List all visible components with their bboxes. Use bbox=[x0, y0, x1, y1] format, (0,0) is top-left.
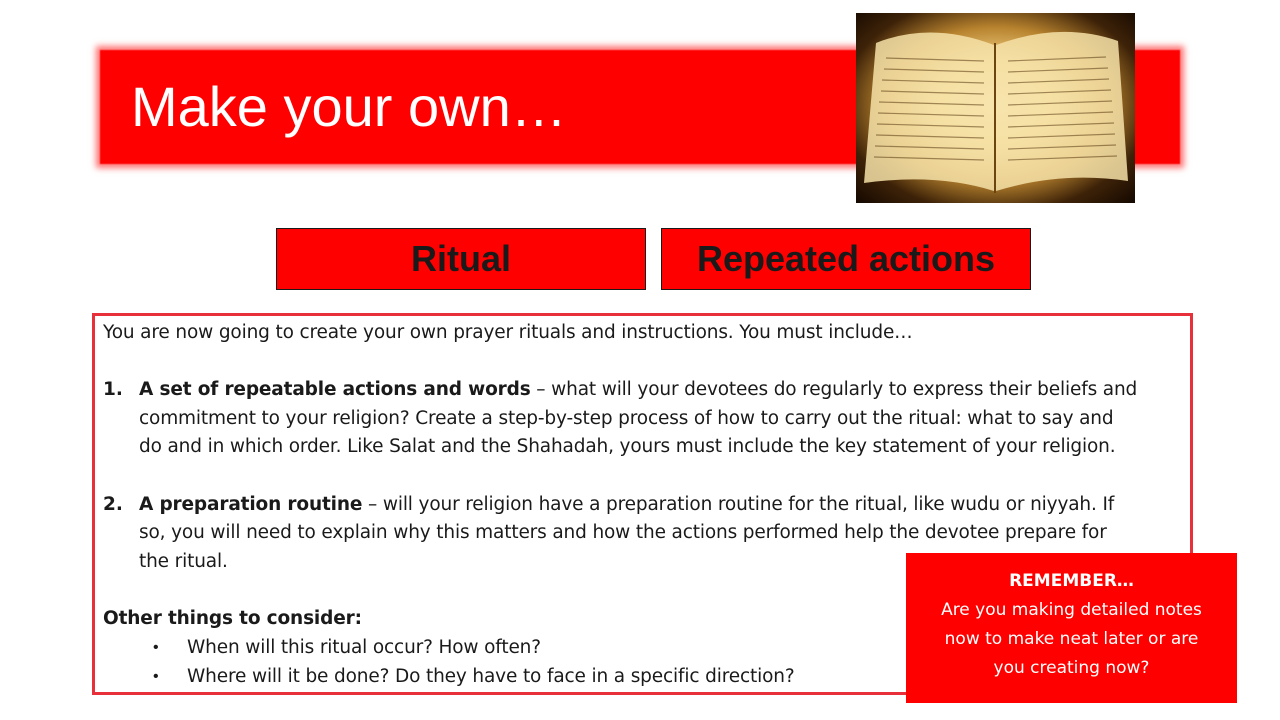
open-book-image bbox=[856, 13, 1135, 203]
intro-text: You are now going to create your own prayer rituals and instructions. You must include… bbox=[103, 322, 913, 343]
slide-title: Make your own… bbox=[131, 75, 567, 138]
item-line bbox=[139, 376, 1184, 405]
list-item: When will this ritual occur? How often? bbox=[187, 637, 541, 658]
item-number: 1. bbox=[103, 379, 123, 400]
remember-box bbox=[906, 553, 1237, 703]
book-illustration bbox=[856, 13, 1135, 203]
bullet-icon: • bbox=[153, 668, 159, 685]
remember-line: now to make neat later or are bbox=[944, 629, 1199, 649]
remember-line: you creating now? bbox=[993, 658, 1150, 678]
repeated-actions-label: Repeated actions bbox=[661, 228, 1031, 290]
item-line: so, you will need to explain why this matters and how the actions performed help the devotee prepare for bbox=[139, 522, 1107, 543]
item-line: the ritual. bbox=[139, 551, 228, 572]
item-line-text: – will your religion have a preparation routine for the ritual, like wudu or niyyah. If bbox=[362, 494, 1115, 515]
item-line: commitment to your religion? Create a step-by-step process of how to carry out the ritual: what to say and bbox=[139, 408, 1114, 429]
item-line-text: – what will your devotees do regularly to express their beliefs and bbox=[530, 379, 1138, 400]
item-heading: A preparation routine bbox=[139, 494, 363, 515]
item-heading: A set of repeatable actions and words bbox=[139, 379, 531, 400]
remember-heading: REMEMBER… bbox=[1009, 571, 1134, 591]
bullet-icon: • bbox=[153, 639, 159, 656]
ritual-label: Ritual bbox=[276, 228, 646, 290]
remember-line: Are you making detailed notes bbox=[941, 600, 1202, 620]
consider-heading: Other things to consider: bbox=[103, 608, 362, 629]
list-item: Where will it be done? Do they have to face in a specific direction? bbox=[187, 666, 795, 687]
item-line: do and in which order. Like Salat and the Shahadah, yours must include the key statement of your religion. bbox=[139, 436, 1116, 457]
item-line bbox=[139, 491, 1184, 520]
item-number: 2. bbox=[103, 494, 123, 515]
